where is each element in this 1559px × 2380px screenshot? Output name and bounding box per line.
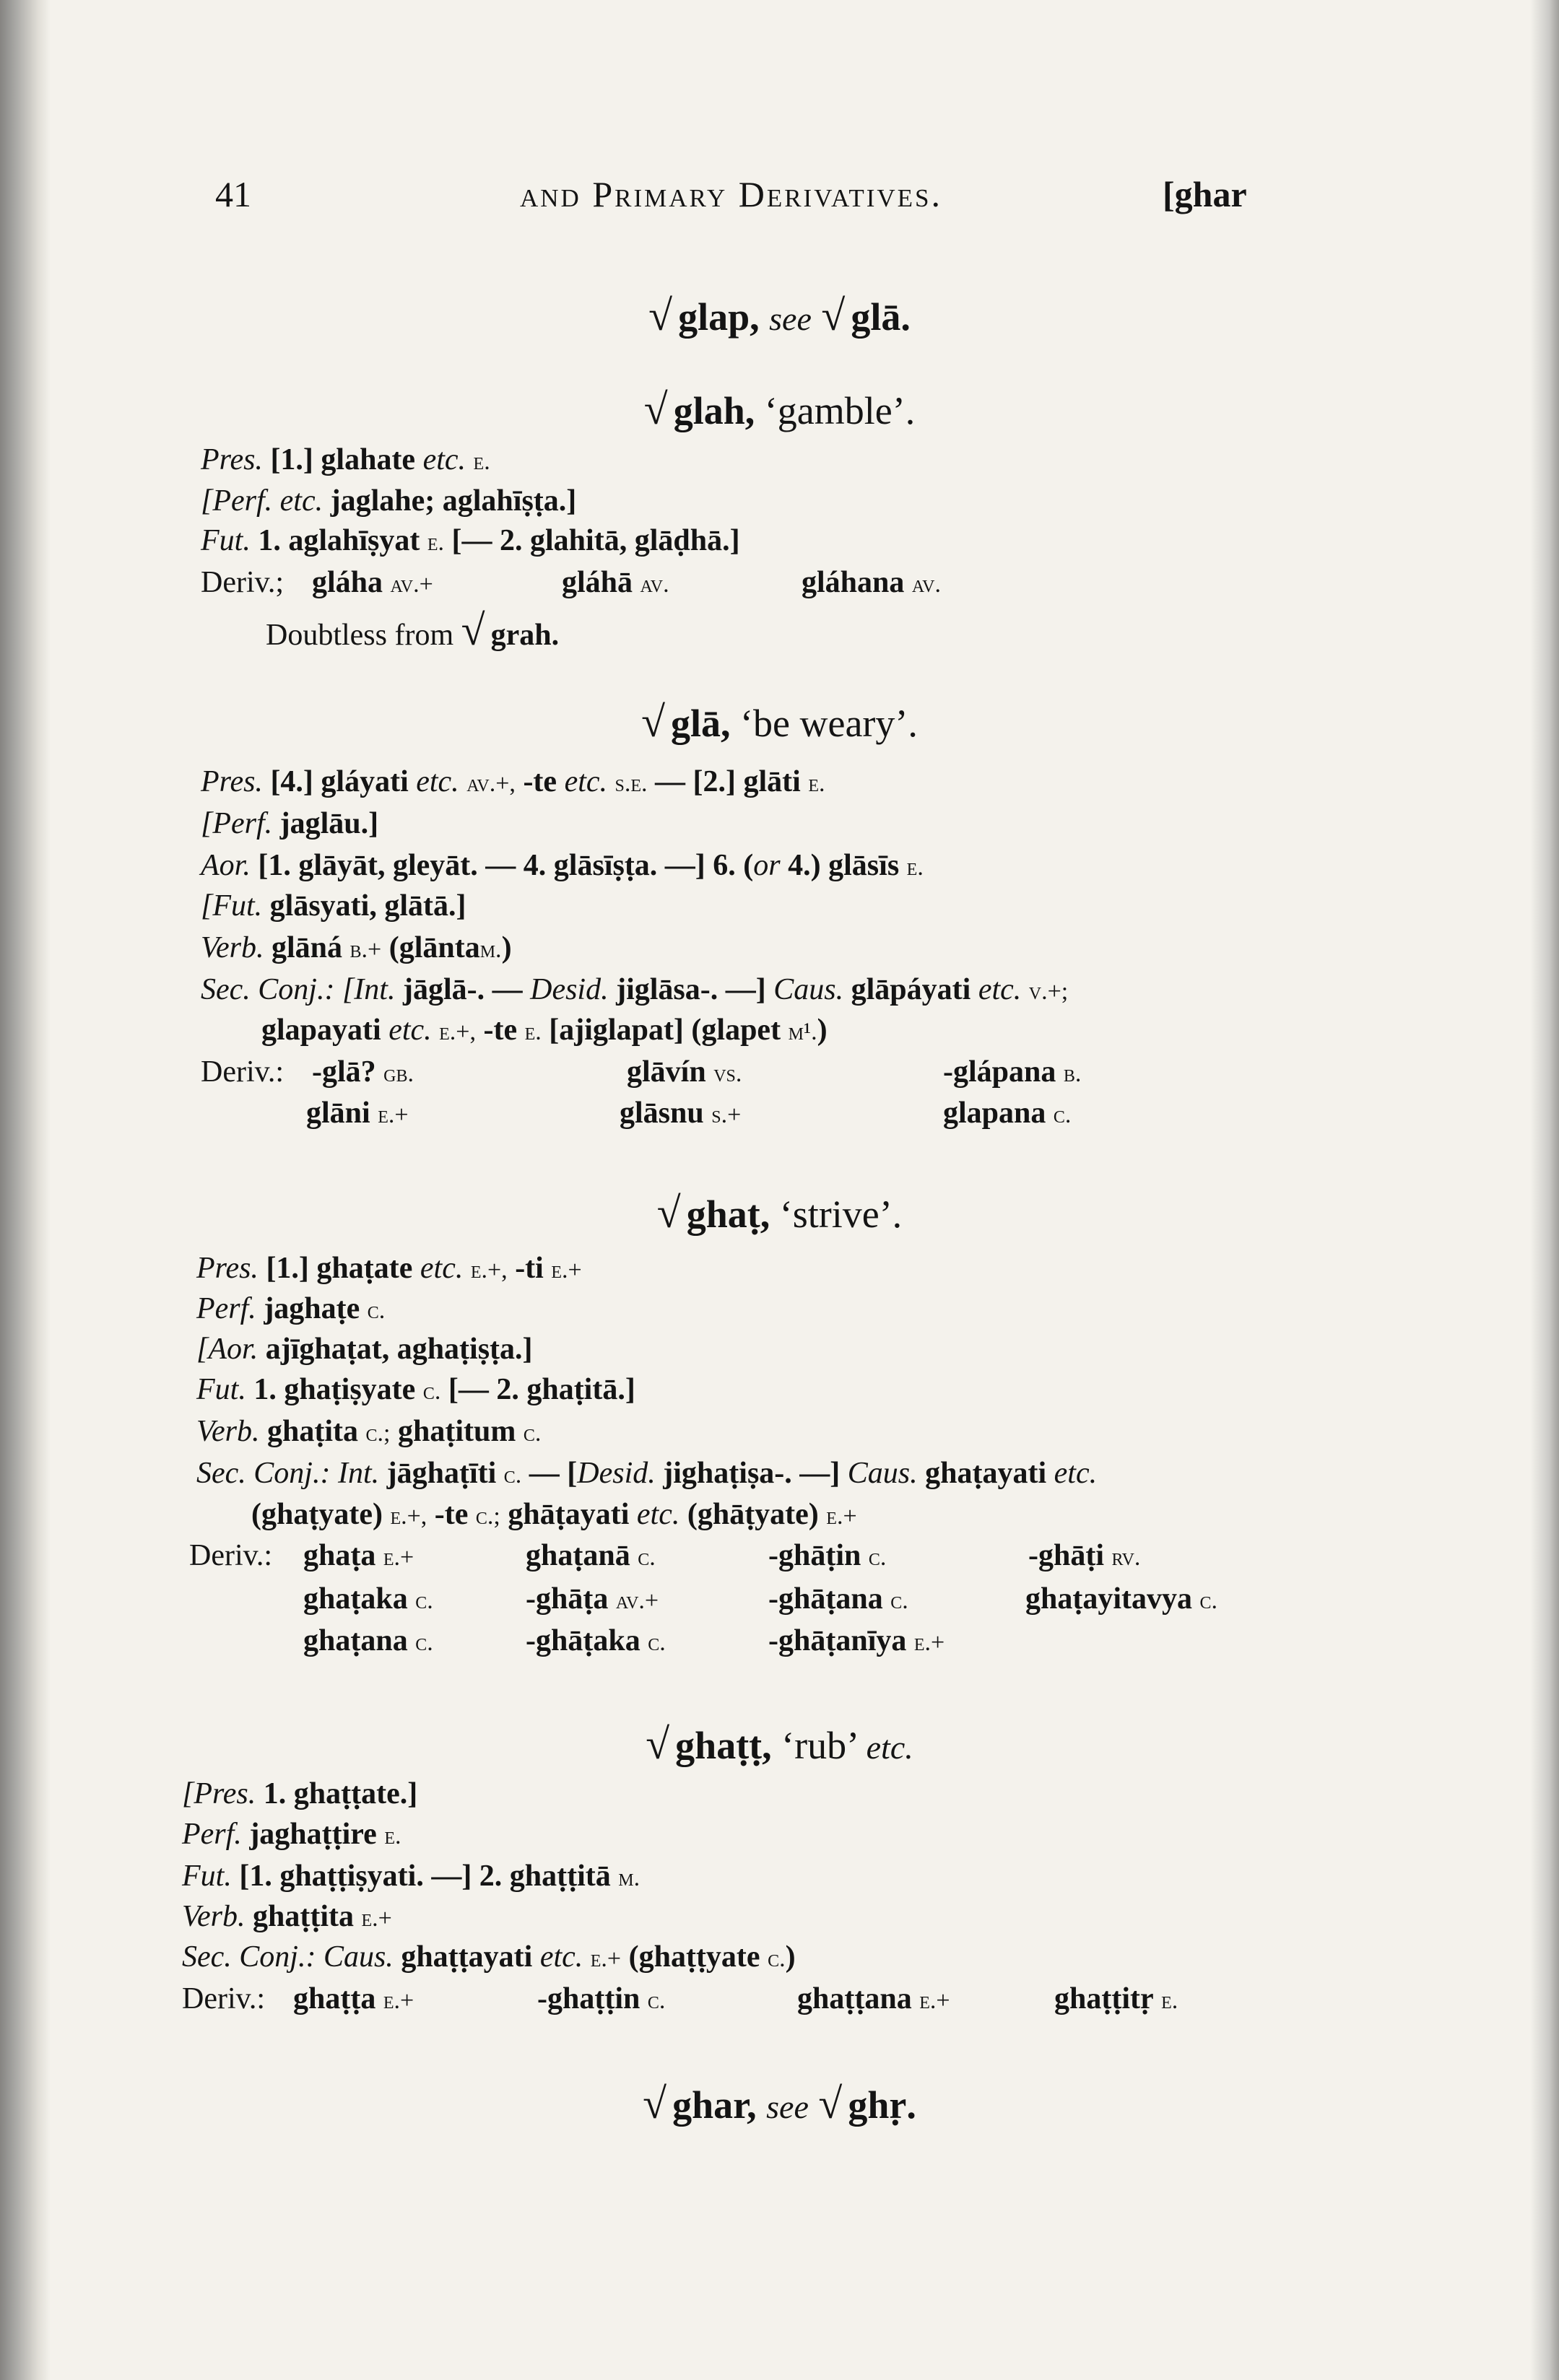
radical-sign-icon: √ [643,2080,667,2127]
ghat-aor-line: [Aor. ajīghaṭat, aghaṭiṣṭa.] [196,1333,533,1366]
ghatt-verb-line: Verb. ghaṭṭita e.+ [182,1900,392,1933]
root-word: glā, [671,702,731,745]
running-title: and Primary Derivatives. [520,174,943,214]
deriv-item: ghaṭayitavya c. [1025,1582,1218,1616]
deriv-item: -ghāṭana c. [768,1582,908,1616]
glah-deriv-label: Deriv.; [201,566,285,599]
ghat-pres-line: Pres. [1.] ghaṭate etc. e.+, -ti e.+ [196,1252,582,1285]
root-word: ghaṭ, [686,1193,770,1236]
etc-label: etc. [866,1729,913,1766]
entry-head-glap [0,291,1559,341]
ghatt-fut-line: Fut. [1. ghaṭṭiṣyati. —] 2. ghaṭṭitā m. [182,1860,640,1893]
radical-sign-icon: √ [821,292,846,339]
gla-perf-line: [Perf. jaglāu.] [201,807,379,840]
ghat-perf-line: Perf. jaghaṭe c. [196,1292,386,1325]
deriv-item: gláhā av. [562,566,669,599]
ghat-deriv-label: Deriv.: [189,1539,273,1572]
glah-pres-line: Pres. [1.] glahate etc. e. [201,443,490,476]
gla-aor-line: Aor. [1. glāyāt, gleyāt. — 4. glāsīṣṭa. —] 6. (or 4.) glāsīs e. [201,849,924,882]
gla-fut-line: [Fut. glāsyati, glātā.] [201,889,466,923]
deriv-item: ghaṭaka c. [303,1582,433,1616]
root-word: glap, [678,295,760,339]
gla-verb-line: Verb. glāná b.+ (glāntam.) [201,931,512,964]
ghat-verb-line: Verb. ghaṭita c.; ghaṭitum c. [196,1415,542,1448]
deriv-item: glāni e.+ [306,1097,409,1130]
deriv-item: gláha av.+ [312,566,433,599]
ghatt-deriv-label: Deriv.: [182,1982,266,2015]
ghatt-secconj-line: Sec. Conj.: Caus. ghaṭṭayati etc. e.+ (ghaṭṭyate c.) [182,1940,796,1974]
radical-sign-icon: √ [643,385,668,433]
deriv-item: -ghaṭṭin c. [537,1982,666,2015]
deriv-item: ghaṭanā c. [526,1539,656,1572]
root-meaning: ‘rub’ [781,1724,857,1767]
root-meaning: ‘strive’. [779,1193,903,1236]
deriv-item: ghaṭa e.+ [303,1539,414,1572]
deriv-item: -ghāṭaka c. [526,1624,666,1657]
root-word: glah, [673,389,755,432]
root-word: ghaṭṭ, [675,1724,772,1767]
entry-head-glah [0,385,1559,435]
gla-pres-line: Pres. [4.] gláyati etc. av.+, -te etc. s.e. — [2.] glāti e. [201,765,825,798]
radical-sign-icon: √ [656,1189,681,1237]
see-label: see [769,300,812,337]
entry-head-gla [0,697,1559,747]
ghat-secconj-line-1: Sec. Conj.: Int. jāghaṭīti c. — [Desid. jighaṭiṣa-. —] Caus. ghaṭayati etc. [196,1457,1098,1490]
radical-sign-icon: √ [818,2080,843,2127]
deriv-item: -ghāṭi rv. [1028,1539,1141,1572]
deriv-item: ghaṭṭa e.+ [293,1982,414,2015]
entry-head-ghar [0,2079,1559,2129]
deriv-item: ghaṭṭana e.+ [797,1982,950,2015]
see-label: see [766,2088,809,2125]
gla-deriv-label: Deriv.: [201,1055,285,1089]
ghat-secconj-line-2: (ghaṭyate) e.+, -te c.; ghāṭayati etc. (ghāṭyate) e.+ [251,1498,857,1531]
gla-secconj-line-1: Sec. Conj.: [Int. jāglā-. — Desid. jiglāsa-. —] Caus. glāpáyati etc. v.+; [201,973,1069,1006]
deriv-item: gláhana av. [802,566,941,599]
deriv-item: -ghāṭin c. [768,1539,887,1572]
root-meaning: ‘be weary’. [740,702,918,745]
entry-head-ghat [0,1188,1559,1238]
deriv-item: glāsnu s.+ [620,1097,742,1130]
root-target: ghṛ. [848,2083,916,2127]
entry-head-ghatt [0,1719,1559,1769]
running-headword: [ghar [1163,174,1247,214]
radical-sign-icon: √ [648,292,673,339]
deriv-item: -glā? gb. [312,1055,414,1089]
ghat-fut-line: Fut. 1. ghaṭiṣyate c. [— 2. ghaṭitā.] [196,1373,635,1406]
deriv-item: ghaṭana c. [303,1624,433,1657]
gla-secconj-line-2: glapayati etc. e.+, -te e. [ajiglapat] (glapet m¹.) [261,1014,828,1047]
deriv-item: -ghāṭanīya e.+ [768,1624,945,1657]
deriv-item: ghaṭṭitṛ e. [1054,1982,1178,2015]
deriv-item: -glápana b. [943,1055,1082,1089]
root-meaning: ‘gamble’. [764,389,916,432]
radical-sign-icon: √ [646,1720,670,1768]
glah-perf-line: [Perf. etc. jaglahe; aglahīṣṭa.] [201,484,577,518]
ghatt-perf-line: Perf. jaghaṭṭire e. [182,1818,401,1851]
glah-fut-line: Fut. 1. aglahīṣyat e. [— 2. glahitā, glāḍhā.] [201,524,740,557]
deriv-item: glāvín vs. [627,1055,742,1089]
deriv-item: glapana c. [943,1097,1072,1130]
page-number: 41 [215,174,251,214]
ghatt-pres-line: [Pres. 1. ghaṭṭate.] [182,1777,418,1810]
glah-note: Doubtless from √ grah. [266,606,560,654]
radical-sign-icon: √ [461,606,485,654]
root-word: ghar, [672,2083,757,2127]
radical-sign-icon: √ [641,698,666,746]
root-target: glā. [851,295,911,339]
deriv-item: -ghāṭa av.+ [526,1582,659,1616]
